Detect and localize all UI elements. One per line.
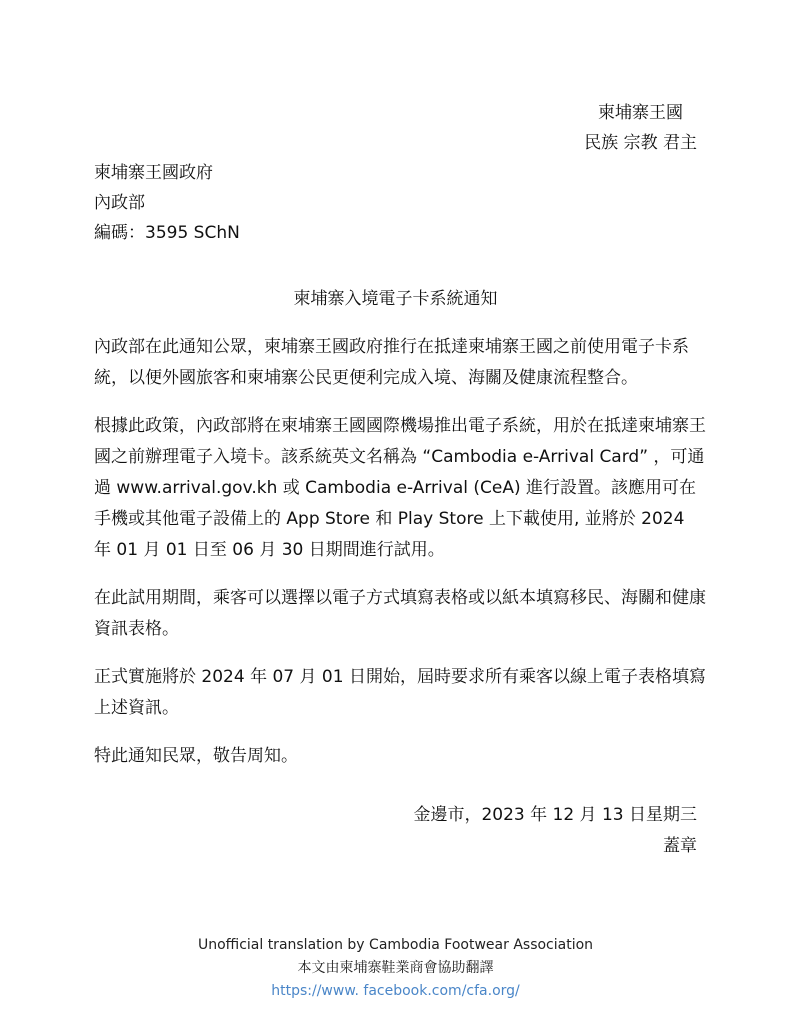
sender-ministry: 內政部: [94, 193, 145, 213]
sender-block: [94, 158, 240, 248]
place-and-date: 金邊市，2023 年 12 月 13 日星期三: [413, 805, 697, 825]
translation-footer: [0, 934, 791, 1003]
paragraph: 特此通知民眾，敬告周知。: [94, 746, 298, 766]
motto-nation-religion-king: 民族 宗教 君主: [584, 133, 697, 153]
notice-title: 柬埔寨入境電子卡系統通知: [293, 289, 498, 309]
paragraph: 內政部在此通知公眾，柬埔寨王國政府推行在抵達柬埔寨王國之前使用電子卡系統，以便外國旅客和柬埔寨公民更便利完成入境、海關及健康流程整合。: [94, 337, 689, 388]
paragraph: 在此試用期間，乘客可以選擇以電子方式填寫表格或以紙本填寫移民、海關和健康資訊表格。: [94, 588, 706, 639]
national-motto: [584, 98, 697, 158]
paragraph: 根據此政策，內政部將在柬埔寨王國國際機場推出電子系統，用於在抵達柬埔寨王國之前辦理電子入境卡。該系統英文名稱為 “Cambodia e-Arrival Card” ，可通過 www.arrival.gov.kh 或 Cambodia e-Arrival (CeA) 進行設置。該應用可在手機或其他電子設備上的 App Store 和 Play Store 上下載使用, 並將於 2024 年 01 月 01 日至 06 月 30 日期間進行試用。: [94, 416, 706, 560]
footer-url-link[interactable]: https://www. facebook.com/cfa.org/: [271, 983, 520, 999]
footer-credit-zh: 本文由柬埔寨鞋業商會協助翻譯: [297, 960, 494, 976]
motto-kingdom: 柬埔寨王國: [598, 103, 683, 123]
document-code: 編碼：3595 SChN: [94, 223, 240, 243]
sender-government: 柬埔寨王國政府: [94, 163, 213, 183]
footer-credit-en: Unofficial translation by Cambodia Footwear Association: [197, 937, 594, 953]
signature-block: [413, 800, 697, 862]
notice-body: [94, 332, 706, 789]
paragraph: 正式實施將於 2024 年 07 月 01 日開始，屆時要求所有乘客以線上電子表格填寫上述資訊。: [94, 667, 706, 718]
seal-label: 蓋章: [663, 836, 697, 856]
